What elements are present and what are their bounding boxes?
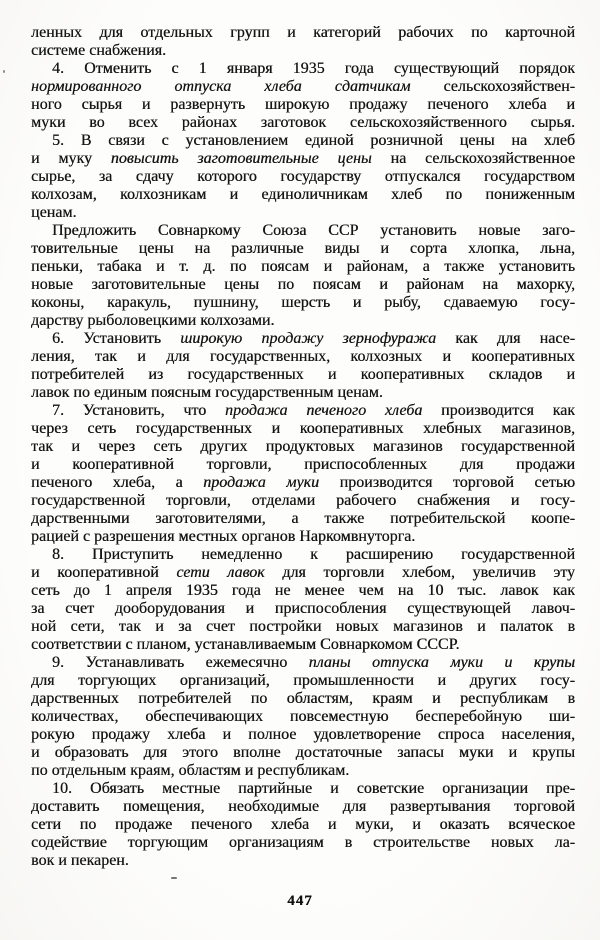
- text-run: рацией с разрешения местных органов Наркомвнуторга.: [31, 528, 416, 545]
- text-run: 10. Обязать местные партийные и советские организации пре-: [52, 780, 575, 797]
- text-line: [31, 618, 575, 636]
- text-run: вок и пекарен.: [31, 852, 129, 869]
- text-run: через сеть государственных и кооперативных хлебных магазинов,: [31, 420, 575, 437]
- scan-artifact-dash: [171, 877, 177, 879]
- text-run: товительные цены на различные виды и сорта хлопка, льна,: [31, 240, 575, 257]
- text-line: [31, 456, 575, 474]
- text-line: [31, 690, 575, 708]
- text-run: Предложить Совнаркому Союза ССР установить новые заго-: [52, 222, 575, 239]
- text-run: дарственных потребителей по областям, краям и республикам в: [31, 690, 575, 707]
- text-run: и муку: [31, 150, 111, 167]
- text-run: государственной торговли, отделами рабочего снабжения и госу-: [31, 492, 575, 509]
- text-run: ления, так и для государственных, колхозных и кооперативных: [31, 348, 575, 365]
- italic-run: продажа муки: [203, 474, 320, 491]
- text-line: [31, 78, 575, 96]
- text-run: 6. Установить: [52, 330, 181, 347]
- text-run: производится как: [422, 402, 575, 419]
- text-run: для торговли хлебом, увеличив эту: [264, 564, 575, 581]
- text-line: [31, 816, 575, 834]
- italic-run: повысить заготовительные цены: [110, 150, 372, 167]
- text-run: рокую продажу хлеба и полное удовлетворение спроса населения,: [31, 726, 575, 743]
- text-line: [31, 492, 575, 510]
- text-line: [31, 708, 575, 726]
- text-line: [31, 96, 575, 114]
- text-line: [31, 780, 575, 798]
- text-line: [31, 510, 575, 528]
- text-line: [31, 384, 575, 402]
- text-run: соответствии с планом, устанавливаемым Совнаркомом СССР.: [31, 636, 460, 653]
- text-run: сырье, за сдачу которого государству отпускался государством: [31, 168, 575, 185]
- text-run: доставить помещения, необходимые для развертывания торговой: [31, 798, 575, 815]
- text-line: [31, 798, 575, 816]
- italic-run: планы отпуска муки и крупы: [308, 654, 575, 671]
- text-line: [31, 168, 575, 186]
- text-line: [31, 222, 575, 240]
- scan-artifact-dot: [3, 70, 5, 73]
- text-line: [31, 276, 575, 294]
- text-line: [31, 672, 575, 690]
- text-run: новые заготовительные цены по поясам и районам на махорку,: [31, 276, 575, 293]
- text-line: [31, 114, 575, 132]
- text-run: муки во всех районах заготовок сельскохозяйственного сырья.: [31, 114, 575, 131]
- page-number: 447: [287, 893, 313, 909]
- text-line: [31, 654, 575, 672]
- text-line: [31, 744, 575, 762]
- text-run: потребителей из государственных и кооперативных складов и: [31, 366, 575, 383]
- text-run: дарству рыболовецкими колхозами.: [31, 312, 275, 329]
- text-line: [31, 402, 575, 420]
- text-run: 4. Отменить с 1 января 1935 года существующий порядок: [52, 60, 575, 77]
- text-run: ного сырья и развернуть широкую продажу печеного хлеба и: [31, 96, 575, 113]
- text-line: [31, 636, 575, 654]
- text-line: [31, 852, 575, 870]
- text-run: содействие торгующим организациям в строительстве новых ла-: [31, 834, 575, 851]
- text-run: количествах, обеспечивающих повсеместную бесперебойную ши-: [31, 708, 575, 725]
- text-line: [31, 186, 575, 204]
- text-line: [31, 546, 575, 564]
- italic-run: сети лавок: [176, 564, 265, 581]
- text-run: 7. Установить, что: [52, 402, 225, 419]
- italic-run: продажа печеного хлеба: [224, 402, 423, 419]
- text-run: на сельскохозяйственное: [371, 150, 575, 167]
- text-line: [31, 60, 575, 78]
- text-run: коконы, каракуль, пушнину, шерсть и рыбу, сдаваемую госу-: [31, 294, 575, 311]
- text-line: [31, 834, 575, 852]
- text-line: [31, 42, 575, 60]
- text-line: [31, 312, 575, 330]
- text-run: по отдельным краям, областям и республикам.: [31, 762, 350, 779]
- text-block: [31, 24, 575, 870]
- text-line: [31, 474, 575, 492]
- text-run: и кооперативной торговли, приспособленных для продажи: [31, 456, 575, 473]
- text-run: так и через сеть других продуктовых магазинов государственной: [31, 438, 575, 455]
- text-line: [31, 132, 575, 150]
- text-run: сельскохозяйствен-: [410, 78, 575, 95]
- text-line: [31, 420, 575, 438]
- text-run: ной сети, так и за счет постройки новых магазинов и палаток в: [31, 618, 575, 635]
- text-line: [31, 330, 575, 348]
- text-line: [31, 582, 575, 600]
- text-line: [31, 366, 575, 384]
- text-run: 5. В связи с установлением единой розничной цены на хлеб: [52, 132, 575, 149]
- text-run: печеного хлеба, а: [31, 474, 204, 491]
- text-run: ценам.: [31, 204, 77, 221]
- text-run: и образовать для этого вполне достаточные запасы муки и крупы: [31, 744, 575, 761]
- text-line: [31, 600, 575, 618]
- text-run: колхозам, колхозникам и единоличникам хлеб по пониженным: [31, 186, 575, 203]
- text-run: ленных для отдельных групп и категорий рабочих по карточной: [31, 24, 575, 41]
- text-run: системе снабжения.: [31, 42, 167, 59]
- text-line: [31, 564, 575, 582]
- text-run: производится торговой сетью: [319, 474, 575, 491]
- text-line: [31, 24, 575, 42]
- text-run: лавок по единым поясным государственным ценам.: [31, 384, 383, 401]
- text-run: как для насе-: [436, 330, 575, 347]
- text-run: дарственными заготовителями, а также потребительской коопе-: [31, 510, 575, 527]
- text-run: сети по продаже печеного хлеба и муки, и оказать всяческое: [31, 816, 575, 833]
- text-run: 8. Приступить немедленно к расширению государственной: [52, 546, 575, 563]
- text-line: [31, 348, 575, 366]
- text-line: [31, 258, 575, 276]
- text-line: [31, 528, 575, 546]
- text-line: [31, 438, 575, 456]
- text-line: [31, 726, 575, 744]
- text-run: 9. Устанавливать ежемесячно: [52, 654, 309, 671]
- text-line: [31, 240, 575, 258]
- italic-run: широкую продажу зернофуража: [180, 330, 437, 347]
- text-run: за счет дооборудования и приспособления существующей лавоч-: [31, 600, 575, 617]
- text-line: [31, 762, 575, 780]
- text-run: и кооперативной: [31, 564, 177, 581]
- text-line: [31, 150, 575, 168]
- italic-run: нормированного отпуска хлеба сдатчикам: [31, 78, 411, 95]
- text-run: пеньки, табака и т. д. по поясам и районам, а также установить: [31, 258, 575, 275]
- text-run: для торгующих организаций, промышленности и других госу-: [31, 672, 575, 689]
- text-line: [31, 294, 575, 312]
- text-run: сеть до 1 апреля 1935 года не менее чем на 10 тыс. лавок как: [31, 582, 575, 599]
- text-line: [31, 204, 575, 222]
